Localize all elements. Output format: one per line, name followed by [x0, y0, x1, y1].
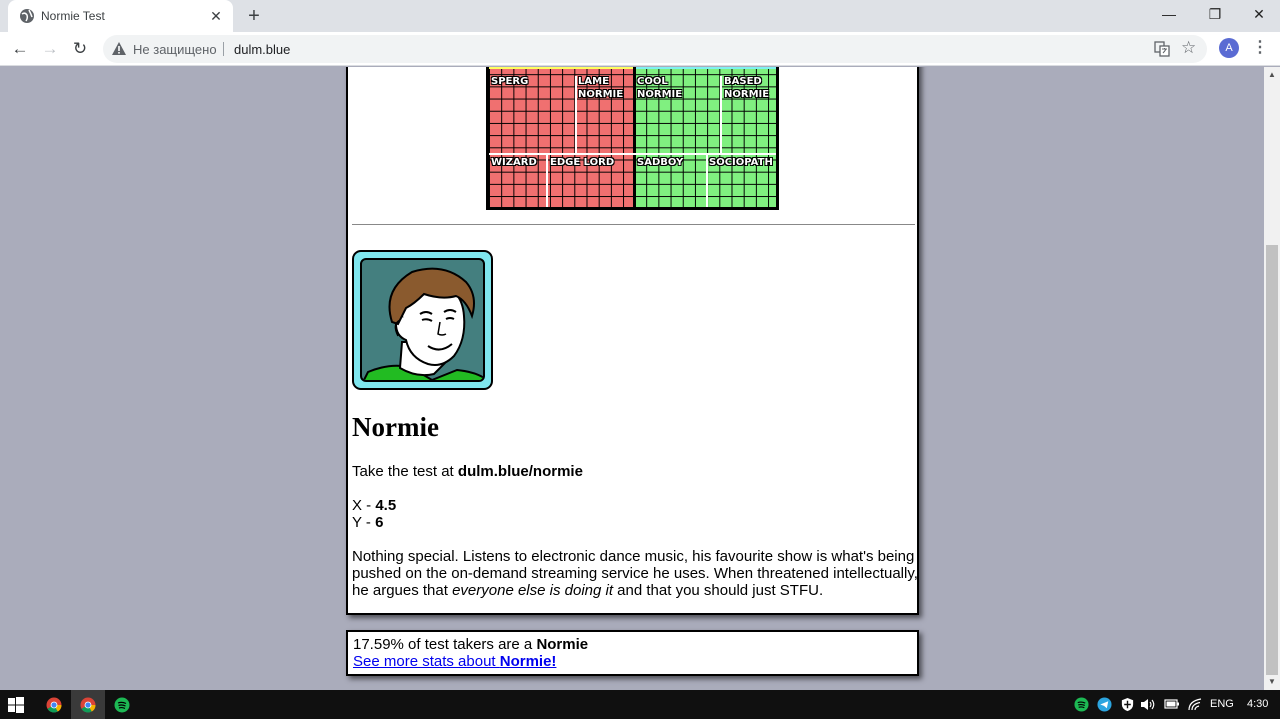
compass-cyan-strip: [634, 67, 779, 69]
label-cool-normie: COOL NORMIE: [637, 76, 683, 100]
browser-tab[interactable]: [8, 0, 233, 32]
tab-strip: [0, 0, 1280, 32]
label-based-normie: BASED NORMIE: [724, 76, 770, 100]
tray-wifi-icon[interactable]: [1187, 697, 1203, 712]
scroll-down-arrow-icon[interactable]: ▼: [1268, 677, 1276, 686]
browser-toolbar: [0, 32, 1280, 66]
address-divider: [223, 42, 224, 56]
label-sperg: SPERG: [491, 76, 529, 87]
translate-icon[interactable]: [1154, 41, 1170, 57]
compass-divider: [546, 153, 548, 210]
page-viewport: [0, 67, 1264, 690]
compass-vertical-axis: [633, 67, 636, 210]
restore-button[interactable]: ❐: [1208, 6, 1222, 22]
portrait-frame: [360, 258, 485, 382]
globe-icon: [19, 8, 35, 24]
compass-divider: [720, 76, 722, 154]
warning-icon: [111, 41, 127, 57]
compass-yellow-strip: [489, 67, 634, 69]
scroll-thumb[interactable]: [1266, 245, 1278, 675]
stats-percent-line: 17.59% of test takers are a Normie: [353, 636, 589, 653]
profile-avatar[interactable]: A: [1219, 38, 1239, 58]
security-status[interactable]: Не защищено: [133, 42, 217, 57]
taskbar-chrome-2[interactable]: [71, 690, 105, 719]
result-portrait: [352, 250, 493, 390]
tray-volume-icon[interactable]: [1140, 697, 1156, 712]
reload-button[interactable]: ↻: [72, 39, 88, 58]
chrome-icon: [46, 697, 62, 713]
windows-start-icon[interactable]: [8, 697, 24, 713]
tray-telegram-icon[interactable]: [1097, 697, 1112, 712]
forward-button[interactable]: →: [41, 39, 59, 58]
compass-divider: [575, 76, 577, 154]
tab-title: Normie Test: [41, 9, 105, 23]
windows-taskbar: [0, 690, 1280, 719]
chrome-icon: [80, 697, 96, 713]
x-score: X - 4.5: [352, 497, 397, 514]
result-card: [346, 67, 919, 615]
result-coordinates: [352, 497, 396, 531]
spotify-icon: [114, 697, 130, 713]
back-button[interactable]: ←: [11, 39, 29, 58]
compass-divider: [489, 153, 777, 155]
url-text[interactable]: dulm.blue: [234, 42, 291, 57]
label-sadboy: SADBOY: [637, 157, 684, 168]
minimize-button[interactable]: —: [1162, 6, 1176, 22]
compass-divider: [706, 153, 708, 210]
label-sociopath: SOCIOPATH: [709, 157, 773, 168]
political-compass-grid: [486, 67, 779, 210]
page-scrollbar[interactable]: [1264, 67, 1280, 690]
tray-clock[interactable]: 4:30: [1247, 698, 1269, 710]
tray-spotify-icon[interactable]: [1074, 697, 1089, 712]
y-score: Y - 6: [352, 514, 384, 531]
tray-battery-icon[interactable]: [1164, 698, 1180, 711]
taskbar-chrome-1[interactable]: [38, 690, 70, 719]
close-tab-icon[interactable]: ✕: [210, 8, 222, 24]
stats-card: [346, 630, 919, 676]
scroll-up-arrow-icon[interactable]: ▲: [1268, 70, 1276, 79]
see-more-stats-link[interactable]: See more stats about Normie!: [353, 653, 557, 670]
label-edge-lord: EDGE LORD: [550, 157, 615, 168]
window-close-button[interactable]: ✕: [1253, 6, 1265, 22]
bookmark-star-icon[interactable]: ☆: [1181, 38, 1197, 57]
browser-menu-icon[interactable]: ⋮: [1252, 39, 1268, 56]
tray-shield-icon[interactable]: [1120, 697, 1135, 712]
tray-language[interactable]: ENG: [1210, 698, 1234, 710]
test-url: dulm.blue/normie: [457, 463, 583, 480]
taskbar-spotify[interactable]: [106, 690, 138, 719]
address-bar[interactable]: [103, 35, 1207, 63]
new-tab-button[interactable]: +: [248, 5, 260, 27]
normie-face-illustration: [362, 260, 485, 382]
label-lame-normie: LAME NORMIE: [578, 76, 624, 100]
section-divider: [352, 224, 915, 225]
take-test-line: Take the test at dulm.blue/normie: [352, 463, 583, 480]
result-description: Nothing special. Listens to electronic dance music, his favourite show is what's being pushed on the on-demand streaming service he uses. When threatened intellectually, he argues that everyone else is doing it and that you should just STFU.: [352, 548, 918, 599]
result-title: Normie: [352, 412, 439, 442]
label-wizard: WIZARD: [491, 157, 537, 168]
